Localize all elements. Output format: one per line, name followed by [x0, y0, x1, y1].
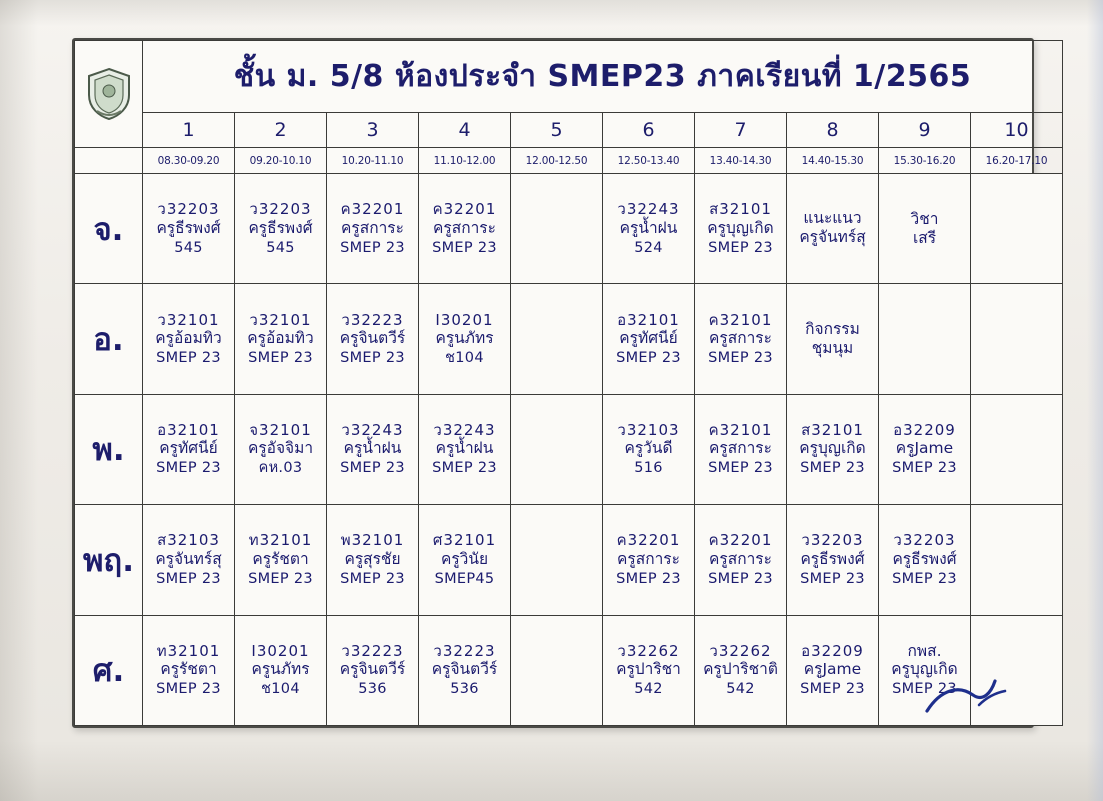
room-name: SMEP 23 [340, 570, 405, 587]
teacher-name: ครูธีรพงศ์ [248, 218, 313, 237]
subject-code: ส32103 [157, 531, 220, 550]
subject-code: ว32243 [341, 421, 404, 440]
subject-code: ค32201 [708, 531, 773, 550]
day-label: ศ. [75, 615, 143, 725]
class-slot[interactable] [143, 284, 235, 394]
subject-code: ค32201 [616, 531, 681, 550]
teacher-name: ครูจินตวีร์ [339, 660, 406, 679]
class-slot-empty[interactable] [971, 394, 1063, 504]
class-slot[interactable] [235, 174, 327, 284]
room-name: SMEP 23 [800, 460, 865, 477]
room-name: SMEP 23 [156, 349, 221, 366]
class-slot[interactable] [327, 615, 419, 725]
subject-code: ค32101 [708, 421, 773, 440]
teacher-name: ครูอ้อมทิว [155, 328, 222, 347]
subject-code: ส32101 [801, 421, 864, 440]
scan-shadow-top [0, 0, 1103, 26]
subject-code: อ32209 [801, 641, 864, 660]
teacher-name: ครูทัศนีย์ [159, 439, 218, 458]
class-slot-empty[interactable] [971, 284, 1063, 394]
period-number: 10 [971, 112, 1063, 147]
day-label: อ. [75, 284, 143, 394]
subject-code: อ32209 [893, 421, 956, 440]
class-slot[interactable] [327, 505, 419, 615]
subject-code: ว32203 [801, 531, 864, 550]
class-slot[interactable] [143, 615, 235, 725]
teacher-name: ครูสการะ [709, 549, 772, 568]
period-time: 16.20-17.10 [971, 147, 1063, 173]
timetable [74, 40, 1063, 726]
class-slot-empty[interactable] [511, 284, 603, 394]
room-name: 536 [450, 681, 479, 698]
table-row [75, 505, 1063, 615]
activity-name: วิชา [910, 209, 939, 228]
class-slot[interactable] [419, 505, 511, 615]
subject-code: ศ32101 [432, 531, 497, 550]
room-name: SMEP 23 [800, 570, 865, 587]
room-name: SMEP 23 [800, 681, 865, 698]
subject-code: ว32262 [709, 641, 772, 660]
room-name: SMEP 23 [708, 570, 773, 587]
scan-shadow-bottom [0, 741, 1103, 801]
subject-code: อ32101 [157, 421, 220, 440]
teacher-name: ครูทัศนีย์ [619, 328, 678, 347]
subject-code: ว32243 [433, 421, 496, 440]
room-name: SMEP 23 [708, 349, 773, 366]
class-slot[interactable] [603, 394, 695, 504]
class-slot-empty[interactable] [879, 284, 971, 394]
class-slot[interactable] [603, 174, 695, 284]
room-name: SMEP 23 [708, 460, 773, 477]
class-slot[interactable] [143, 394, 235, 504]
period-number: 1 [143, 112, 235, 147]
subject-code: ค32201 [432, 200, 497, 219]
class-slot[interactable] [879, 174, 971, 284]
period-time: 15.30-16.20 [879, 147, 971, 173]
teacher-name: ครูสการะ [617, 549, 680, 568]
class-slot-empty[interactable] [511, 505, 603, 615]
room-name: SMEP 23 [892, 460, 957, 477]
room-name: SMEP 23 [892, 681, 957, 698]
timetable-sheet [72, 38, 1048, 728]
subject-code: I30201 [251, 641, 310, 660]
class-slot[interactable] [235, 615, 327, 725]
period-number: 3 [327, 112, 419, 147]
period-time: 12.00-12.50 [511, 147, 603, 173]
table-row [75, 174, 1063, 284]
class-slot[interactable] [695, 615, 787, 725]
teacher-name: ครูสการะ [341, 218, 404, 237]
class-slot[interactable] [879, 505, 971, 615]
class-slot[interactable] [143, 174, 235, 284]
school-crest-icon [85, 67, 133, 121]
room-name: SMEP 23 [708, 239, 773, 256]
room-name: SMEP 23 [616, 570, 681, 587]
room-name: SMEP 23 [340, 460, 405, 477]
teacher-name: ครูวันดี [624, 439, 673, 458]
period-time: 10.20-11.10 [327, 147, 419, 173]
table-row [75, 615, 1063, 725]
class-slot[interactable] [419, 174, 511, 284]
subject-code: ว32203 [249, 200, 312, 219]
class-slot[interactable] [235, 505, 327, 615]
activity-name: กพส. [907, 641, 942, 660]
teacher-name: ครูวินัย [440, 549, 489, 568]
teacher-name: ครูรัชตา [160, 660, 217, 679]
subject-code: ส32101 [709, 200, 772, 219]
room-name: 542 [726, 681, 755, 698]
period-number: 7 [695, 112, 787, 147]
day-label: จ. [75, 174, 143, 284]
subject-code: อ32101 [617, 310, 680, 329]
room-name: คห.03 [258, 460, 303, 477]
room-name: 542 [634, 681, 663, 698]
class-slot[interactable] [419, 615, 511, 725]
teacher-name: ครูน้ำฝน [619, 218, 678, 237]
teacher-name: ครูสการะ [709, 439, 772, 458]
room-name: ช104 [261, 681, 300, 698]
class-slot[interactable] [787, 174, 879, 284]
room-name: SMEP 23 [432, 239, 497, 256]
subject-code: ว32101 [249, 310, 312, 329]
subject-code: ว32223 [433, 641, 496, 660]
class-slot[interactable] [603, 505, 695, 615]
teacher-name: ครูนภัทร [251, 660, 310, 679]
school-crest-cell [75, 41, 143, 148]
title-row [75, 41, 1063, 113]
teacher-name: ครูน้ำฝน [343, 439, 402, 458]
teacher-name: ครูปาริชาติ [703, 660, 778, 679]
class-slot[interactable] [695, 174, 787, 284]
class-slot-empty[interactable] [971, 174, 1063, 284]
activity-name: แนะแนว [803, 208, 862, 227]
room-name: 524 [634, 239, 663, 256]
period-number: 9 [879, 112, 971, 147]
class-slot[interactable] [603, 284, 695, 394]
subject-code: พ32101 [340, 531, 405, 550]
subject-code: ว32223 [341, 310, 404, 329]
page-title: ชั้น ม. 5/8 ห้องประจำ SMEP23 ภาคเรียนที่ 1/2565 [143, 41, 1063, 113]
subject-code: ค32101 [708, 310, 773, 329]
subject-code: ท32101 [248, 531, 313, 550]
room-name: SMEP 23 [248, 570, 313, 587]
teacher-name: ครูจันทร์สุ [799, 227, 866, 246]
teacher-name: ครูJame [895, 439, 954, 458]
teacher-name: ครูสการะ [433, 218, 496, 237]
day-label: พฤ. [75, 505, 143, 615]
teacher-name: ครูธีรพงศ์ [800, 549, 865, 568]
class-slot[interactable] [695, 284, 787, 394]
subject-code: I30201 [435, 310, 494, 329]
subject-code: ค32201 [340, 200, 405, 219]
teacher-name: ครูนภัทร [435, 328, 494, 347]
period-time: 08.30-09.20 [143, 147, 235, 173]
activity-name: กิจกรรม [805, 320, 860, 339]
period-time: 11.10-12.00 [419, 147, 511, 173]
class-slot-empty[interactable] [511, 615, 603, 725]
class-slot[interactable] [787, 615, 879, 725]
teacher-name: ครูสการะ [709, 328, 772, 347]
room-name: 536 [358, 681, 387, 698]
teacher-name: ครูอัจจิมา [247, 439, 314, 458]
class-slot[interactable] [879, 394, 971, 504]
class-slot[interactable] [419, 284, 511, 394]
room-name: ช104 [445, 349, 484, 366]
teacher-name: ครูธีรพงศ์ [156, 218, 221, 237]
subject-code: ว32203 [893, 531, 956, 550]
room-name: 516 [634, 460, 663, 477]
period-time: 09.20-10.10 [235, 147, 327, 173]
class-slot[interactable] [143, 505, 235, 615]
corner-cell [75, 147, 143, 173]
class-slot[interactable] [327, 394, 419, 504]
scan-shadow-left [0, 0, 38, 801]
room-name: SMEP 23 [156, 570, 221, 587]
day-label: พ. [75, 394, 143, 504]
class-slot[interactable] [787, 505, 879, 615]
period-number-row [75, 112, 1063, 147]
class-slot-empty[interactable] [971, 505, 1063, 615]
class-slot[interactable] [695, 505, 787, 615]
room-name: SMEP 23 [616, 349, 681, 366]
class-slot[interactable] [235, 394, 327, 504]
class-slot-empty[interactable] [971, 615, 1063, 725]
room-name: SMEP 23 [156, 460, 221, 477]
teacher-name: ครูจันทร์สุ [155, 549, 222, 568]
room-name: SMEP45 [434, 570, 495, 587]
class-slot[interactable] [879, 615, 971, 725]
class-slot[interactable] [695, 394, 787, 504]
table-row [75, 284, 1063, 394]
teacher-name: ครูบุญเกิด [799, 439, 866, 458]
period-number: 4 [419, 112, 511, 147]
room-name: SMEP 23 [156, 681, 221, 698]
teacher-name: ครูน้ำฝน [435, 439, 494, 458]
room-name: SMEP 23 [248, 349, 313, 366]
period-time: 12.50-13.40 [603, 147, 695, 173]
teacher-name: ครูปาริชา [616, 660, 681, 679]
room-name: SMEP 23 [340, 349, 405, 366]
room-name: SMEP 23 [892, 570, 957, 587]
teacher-name: ครูสุรชัย [344, 549, 401, 568]
subject-code: ว32203 [157, 200, 220, 219]
subject-code: จ32101 [249, 421, 312, 440]
teacher-name: ครูจินตวีร์ [339, 328, 406, 347]
class-slot[interactable] [603, 615, 695, 725]
class-slot-empty[interactable] [511, 174, 603, 284]
period-time: 13.40-14.30 [695, 147, 787, 173]
teacher-name: ครูJame [803, 660, 862, 679]
period-number: 8 [787, 112, 879, 147]
teacher-name: ครูบุญเกิด [707, 218, 774, 237]
subject-code: ว32223 [341, 641, 404, 660]
class-slot[interactable] [327, 284, 419, 394]
room-name: 545 [266, 239, 295, 256]
room-name: SMEP 23 [432, 460, 497, 477]
period-time-row [75, 147, 1063, 173]
room-name: 545 [174, 239, 203, 256]
period-time: 14.40-15.30 [787, 147, 879, 173]
teacher-name: ครูรัชตา [252, 549, 309, 568]
activity-detail: ชุมนุม [811, 339, 854, 358]
subject-code: ว32262 [617, 641, 680, 660]
subject-code: ท32101 [156, 641, 221, 660]
subject-code: ว32243 [617, 200, 680, 219]
teacher-name: ครูจินตวีร์ [431, 660, 498, 679]
teacher-name: ครูอ้อมทิว [247, 328, 314, 347]
teacher-name: ครูบุญเกิด [891, 660, 958, 679]
class-slot[interactable] [327, 174, 419, 284]
class-slot[interactable] [787, 284, 879, 394]
period-number: 2 [235, 112, 327, 147]
class-slot[interactable] [419, 394, 511, 504]
activity-detail: เสรี [912, 228, 937, 247]
period-number: 5 [511, 112, 603, 147]
class-slot[interactable] [235, 284, 327, 394]
teacher-name: ครูธีรพงศ์ [892, 549, 957, 568]
table-row [75, 394, 1063, 504]
class-slot[interactable] [787, 394, 879, 504]
class-slot-empty[interactable] [511, 394, 603, 504]
room-name: SMEP 23 [340, 239, 405, 256]
period-number: 6 [603, 112, 695, 147]
scan-edge-stripe [1087, 0, 1103, 801]
subject-code: ว32101 [157, 310, 220, 329]
subject-code: ว32103 [617, 421, 680, 440]
